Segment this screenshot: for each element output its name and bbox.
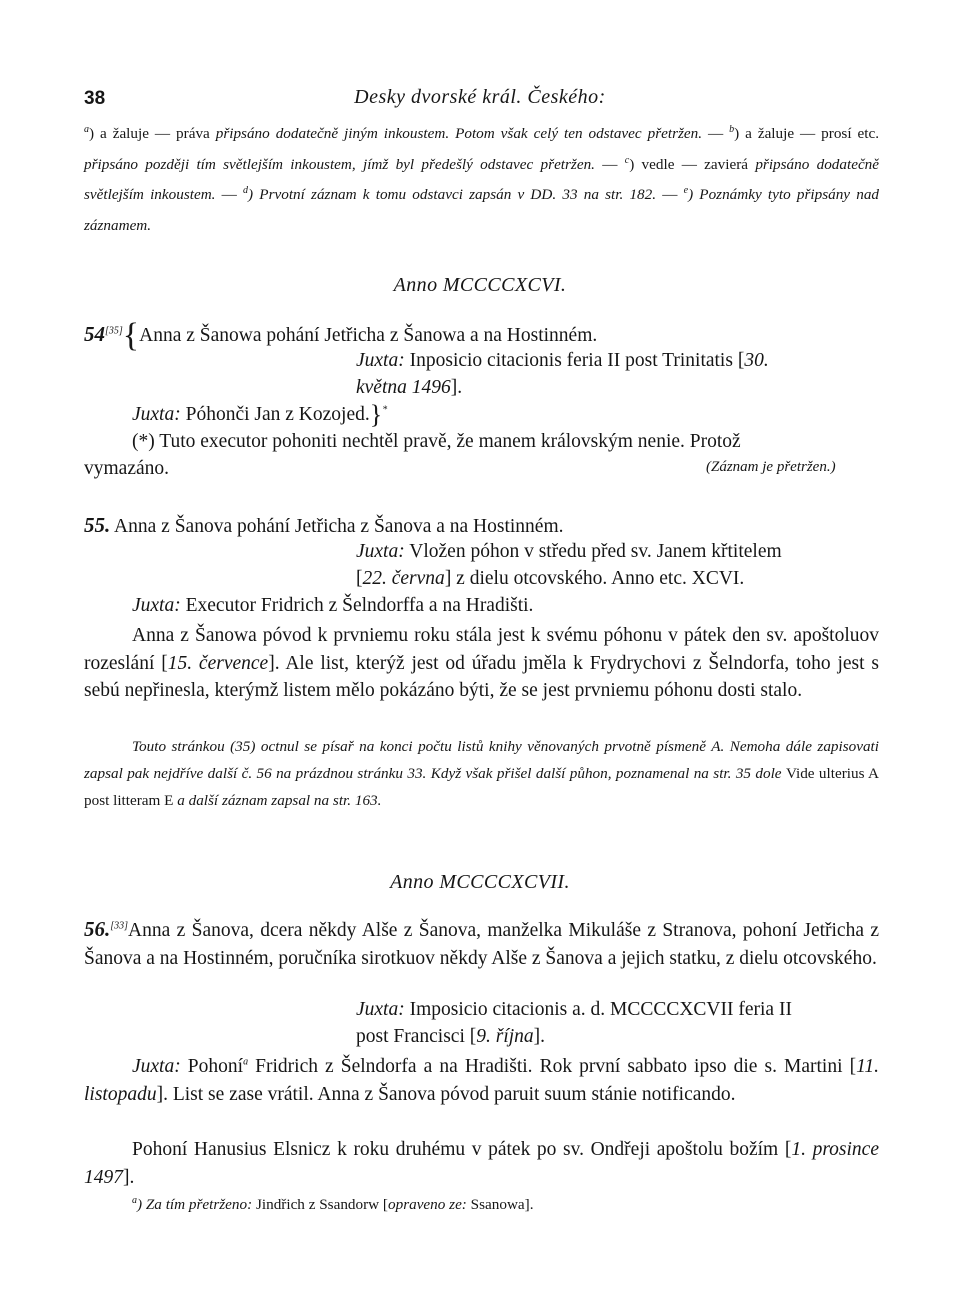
footnote-c-text: ) vedle — zavierá bbox=[629, 155, 756, 173]
top-footnotes bbox=[84, 119, 879, 241]
footnote-c-comment: připsáno dodatečně světlejším inkoustem. bbox=[84, 155, 880, 203]
entry-54-text-3: ]. bbox=[450, 377, 463, 398]
juxta-label: Juxta: bbox=[356, 999, 405, 1020]
entry-54-text-2: Inposicio citacionis feria II post Trinitatis [ bbox=[404, 350, 745, 371]
asterisk-mark: * bbox=[382, 404, 388, 416]
entry-54-text-1: Anna z Šanowa pohání Jetřicha z Šanowa a na Hostinném. bbox=[139, 325, 598, 346]
date-editorial: 9. října bbox=[476, 1026, 534, 1047]
entry-ref: [35] bbox=[105, 325, 123, 337]
footnote-dash: — bbox=[594, 155, 625, 173]
entry-number: 54 bbox=[84, 322, 105, 346]
footnote-a-comment: připsáno dodatečně jiným inkoustem. Potom však celý ten odstavec přetržen. bbox=[215, 125, 703, 142]
entry-56-text-1: Anna z Šanova, dcera někdy Alše z Šanova, manželka Mikuláše z Stranova, pohoní Jetřicha z Šanova a na Hostinném, poručníka sirotkuov někdy Alše z Šanova a jejich statku, z dielu otcovského. bbox=[84, 920, 879, 969]
date-editorial: 11. listopadu bbox=[84, 1056, 880, 1105]
footnote-mark-a: a bbox=[84, 123, 89, 135]
date-editorial: 1. prosince 1497 bbox=[84, 1139, 879, 1188]
footnote-dash: — bbox=[656, 186, 684, 203]
footnote-b-text: ) a žaluje — prosí etc. bbox=[734, 125, 879, 142]
entry-54-line-5: (*) Tuto executor pohoniti nechtěl pravě, že manem královským nenie. Protož bbox=[132, 431, 741, 452]
footnote-mark-b: b bbox=[729, 123, 735, 135]
footnote-mark-d: d bbox=[243, 184, 249, 196]
entry-55-line-1 bbox=[84, 513, 564, 538]
entry-56-paragraph-3 bbox=[84, 1136, 879, 1191]
entry-55-para-text: Anna z Šanowa póvod k prvniemu roku stála jest k svému póhonu v pátek den sv. apoštoluov rozeslání [ bbox=[84, 625, 879, 674]
entry-56-juxta-text: ]. bbox=[533, 1026, 546, 1047]
entry-54-line-1 bbox=[84, 317, 598, 354]
year-heading-1496: Anno MCCCCXCVI. bbox=[393, 274, 567, 296]
footnote-b-comment: připsáno později tím světlejším inkoustem, jímž byl předešlý odstavec přetržen. bbox=[84, 155, 595, 173]
entry-number: 55. bbox=[84, 513, 111, 537]
entry-56-juxta-text: Imposicio citacionis a. d. MCCCCXCVII feria II bbox=[404, 999, 792, 1020]
bracket: [ bbox=[356, 568, 363, 589]
entry-55-paragraph bbox=[84, 622, 879, 705]
editor-note-quote: Vide ulterius A post litteram E bbox=[84, 765, 880, 809]
date-editorial: 15. července bbox=[167, 652, 269, 674]
struck-note: (Záznam je přetržen.) bbox=[706, 459, 836, 475]
entry-number: 56. bbox=[84, 917, 111, 941]
entry-54-line-4 bbox=[132, 400, 388, 429]
footnote-text: ) Za tím přetrženo: bbox=[137, 1196, 256, 1213]
entry-55-line-2 bbox=[356, 541, 782, 563]
entry-55-text-1: Anna z Šanova pohání Jetřicha z Šanova a na Hostinném. bbox=[110, 516, 564, 537]
footnote-mark-a: a bbox=[132, 1194, 137, 1206]
entry-56-text-2: Fridrich z Šelndorfa a na Hradišti. Rok první sabbato ipso die s. Martini [ bbox=[248, 1056, 857, 1077]
editor-note bbox=[84, 733, 879, 814]
juxta-label: Juxta: bbox=[356, 541, 405, 562]
footnote-mark-c: c bbox=[624, 154, 630, 166]
entry-56-juxta-text: post Francisci [ bbox=[356, 1026, 477, 1047]
entry-ref: [33] bbox=[110, 920, 129, 932]
editor-note-text: a další záznam zapsal na str. 163. bbox=[173, 792, 382, 809]
entry-56-paragraph-1 bbox=[84, 916, 879, 972]
entry-54-line-3 bbox=[356, 377, 462, 399]
entry-55-text-4: Executor Fridrich z Šelndorffa a na Hradišti. bbox=[180, 595, 534, 616]
entry-56-text-3: Pohoní Hanusius Elsnicz k roku druhému v pátek po sv. Ondřeji apoštolu božím [ bbox=[132, 1139, 792, 1160]
juxta-label: Juxta: bbox=[132, 595, 181, 616]
date-editorial: 22. června bbox=[362, 568, 445, 589]
entry-56-paragraph-2 bbox=[84, 1053, 879, 1108]
entry-55-para-text: ]. Ale list, kterýž jest od úřadu jměla k Frydrychovi z Šelndorfa, toho jest s sebú nepřinesla, kterýmž listem mělo pokázáno býti, že se jest prvniemu póhonu dosti stalo. bbox=[84, 652, 879, 702]
juxta-label: Juxta: bbox=[132, 404, 181, 425]
page-number: 38 bbox=[84, 88, 106, 109]
juxta-label: Juxta: bbox=[132, 1056, 181, 1077]
footnote-dash: — bbox=[702, 125, 730, 142]
year-heading-1497: Anno MCCCCXCVII. bbox=[390, 871, 570, 893]
footnote-mark-a: a bbox=[243, 1056, 249, 1068]
entry-56-juxta-line-1 bbox=[356, 999, 792, 1021]
entry-56-text-3: ]. bbox=[123, 1166, 135, 1188]
date-editorial: května 1496 bbox=[356, 377, 451, 398]
running-title: Desky dvorské král. Českého: bbox=[354, 86, 606, 108]
brace-open: { bbox=[122, 317, 140, 354]
entry-54-line-6: vymazáno. bbox=[84, 458, 170, 479]
entry-55-text-2: Vložen póhon v středu před sv. Janem křtitelem bbox=[404, 541, 782, 562]
footnote-text: Ssanowa]. bbox=[466, 1196, 534, 1213]
editor-note-text: Touto stránkou (35) octnul se písař na konci počtu listů knihy věnovaných prvotně písmeně A. Nemoha dále zapisovati zapsal pak nejdříve další č. 56 na prázdnou stránku 33. Když však přišel další půhon, poznamenal na str. 35 dole bbox=[84, 738, 879, 782]
footnote-a-text: ) a žaluje — práva bbox=[89, 125, 216, 142]
entry-55-line-3 bbox=[356, 568, 744, 590]
footnote-mark-e: e bbox=[683, 184, 689, 196]
footnote-e-text: ) Poznámky tyto připsány nad záznamem. bbox=[84, 186, 880, 234]
entry-56-footnote bbox=[84, 1191, 879, 1218]
footnote-dash: — bbox=[215, 186, 244, 203]
entry-56-text-2: ]. List se zase vrátil. Anna z Šanova póvod paruit suum stánie notificando. bbox=[156, 1083, 736, 1105]
footnote-text: opraveno ze: bbox=[388, 1196, 467, 1213]
entry-54-text-4: Póhonči Jan z Kozojed. bbox=[180, 404, 370, 425]
footnote-text: Jindřich z Ssandorw [ bbox=[255, 1196, 388, 1213]
footnote-d-text: ) Prvotní záznam k tomu odstavci zapsán v DD. 33 na str. 182. bbox=[248, 186, 657, 203]
brace-close: } bbox=[369, 400, 383, 429]
entry-55-text-3: ] z dielu otcovského. Anno etc. XCVI. bbox=[444, 568, 745, 589]
entry-54-line-2 bbox=[356, 350, 769, 372]
juxta-label: Juxta: bbox=[356, 350, 405, 371]
entry-56-juxta-line-2 bbox=[356, 1026, 545, 1048]
entry-56-text-2: Pohoní bbox=[180, 1056, 244, 1077]
date-editorial: 30. bbox=[744, 350, 769, 371]
entry-55-line-4 bbox=[132, 595, 533, 617]
